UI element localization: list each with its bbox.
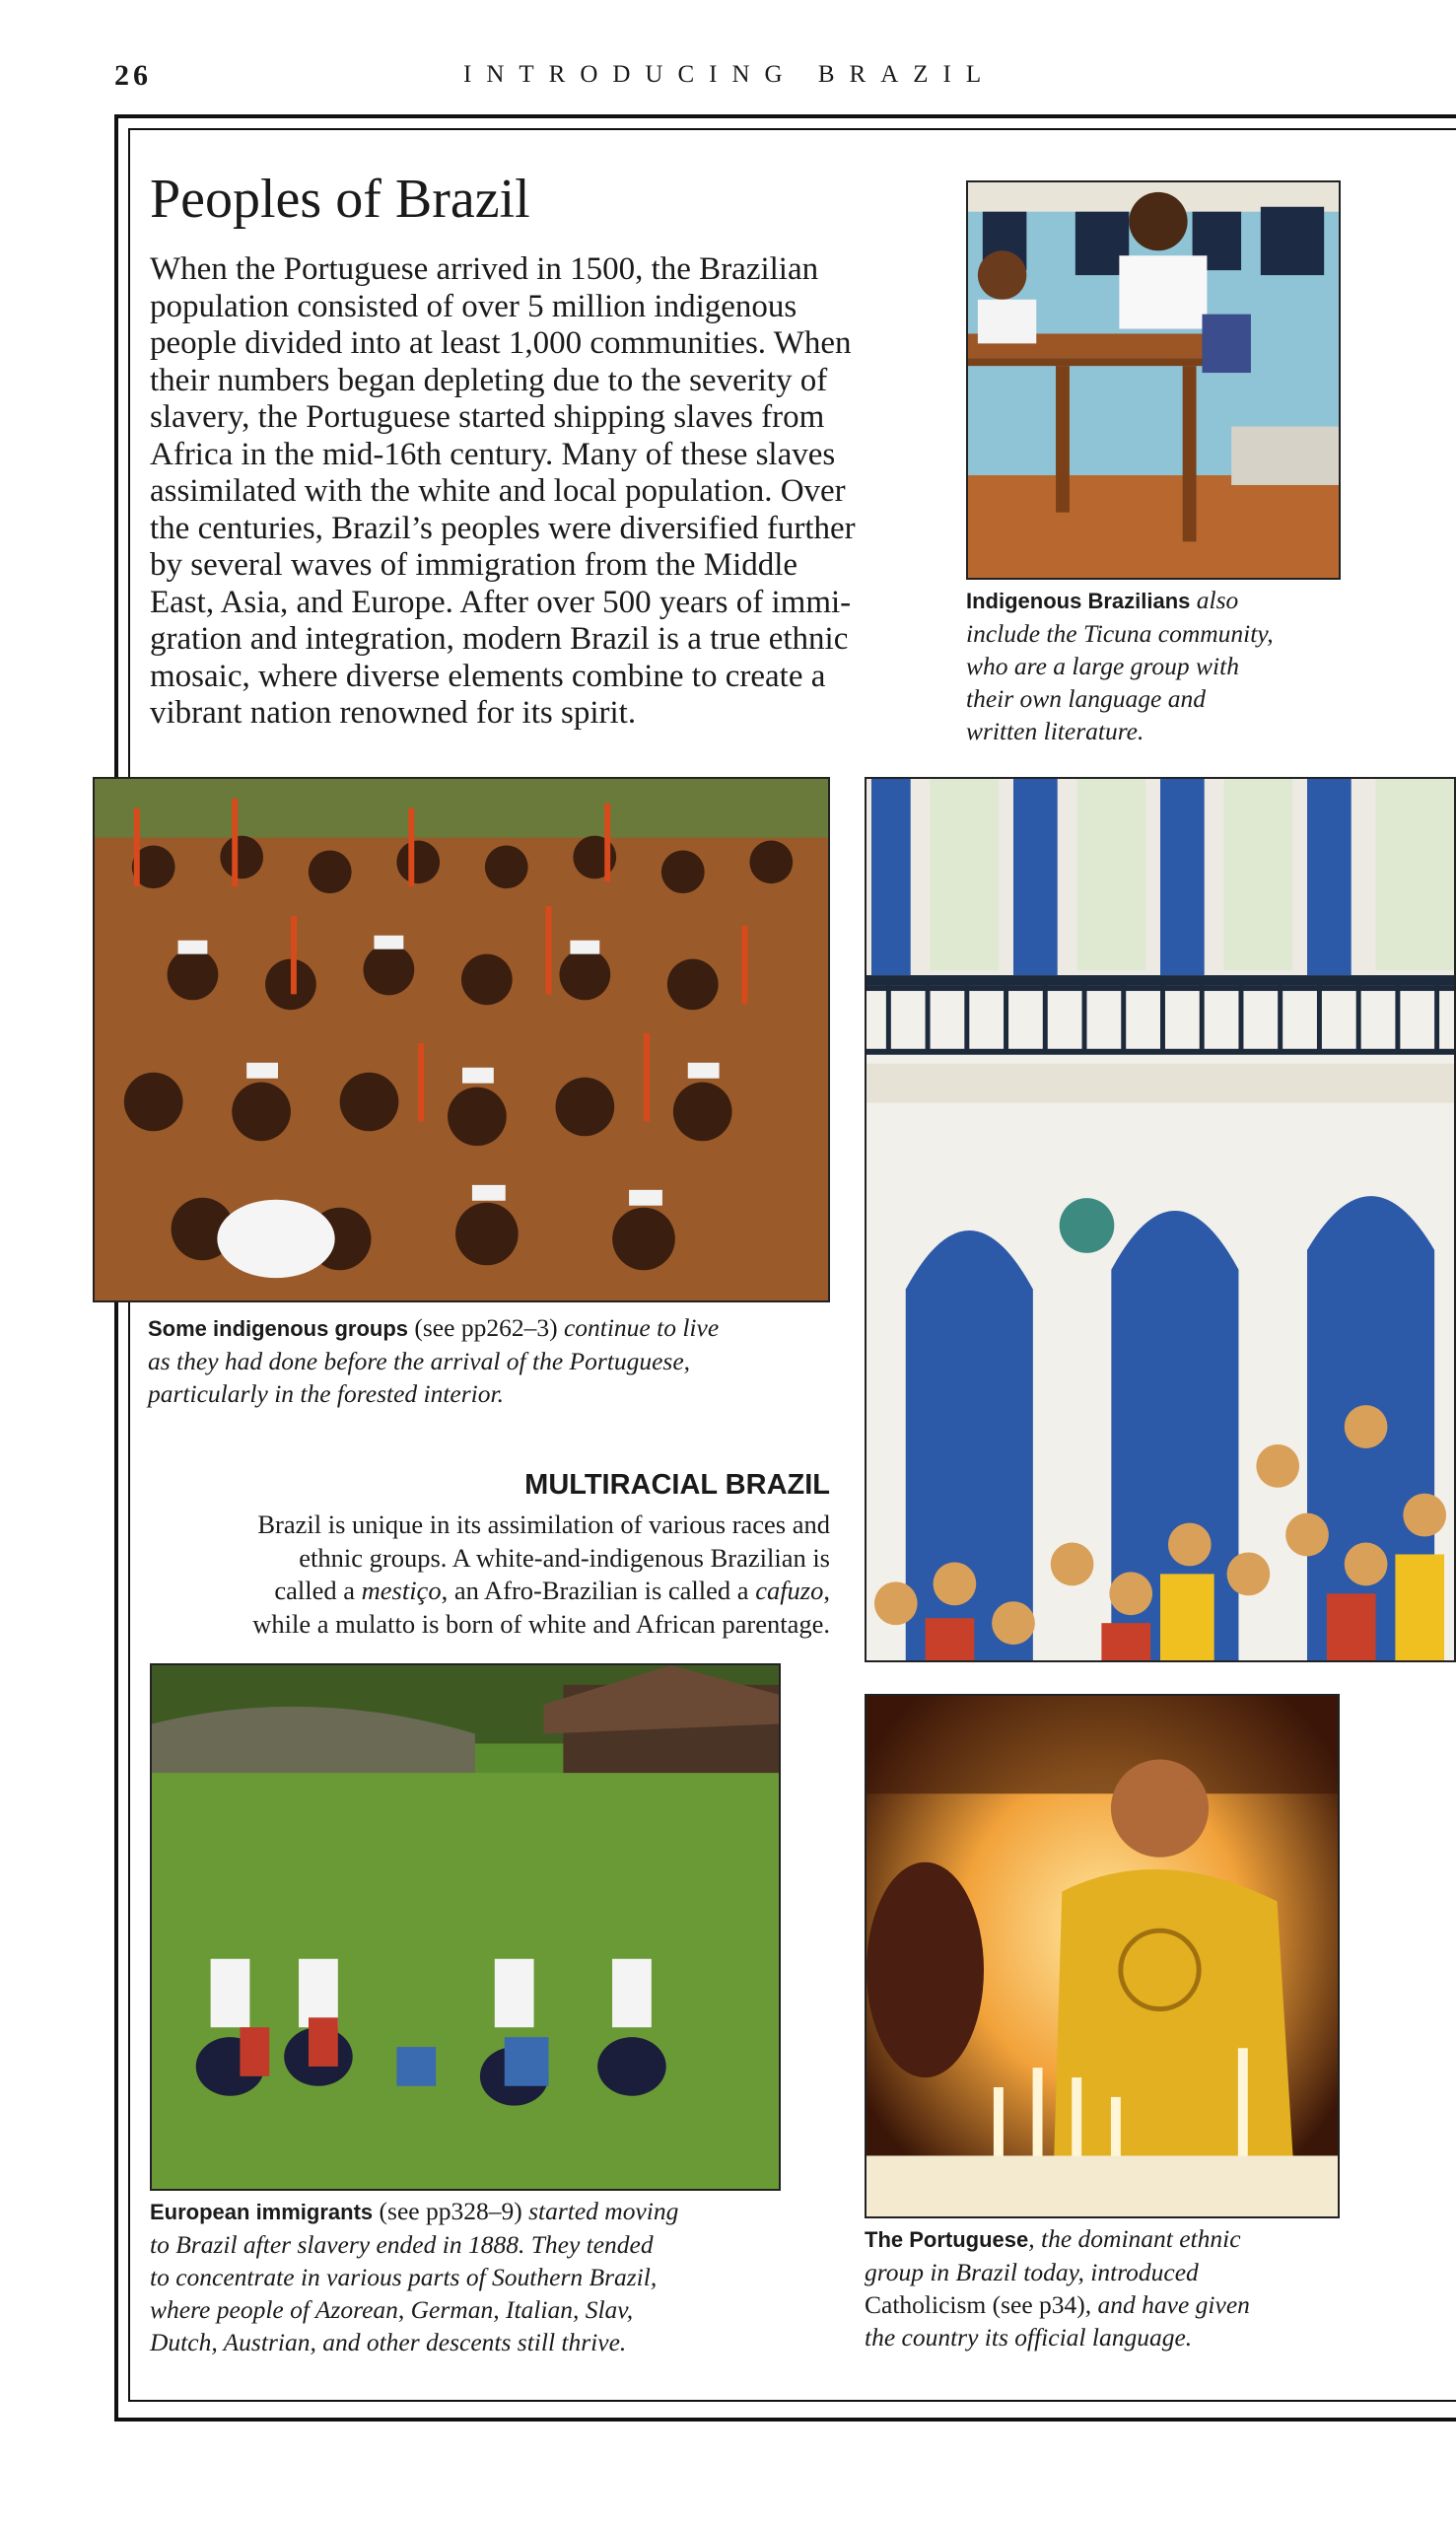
caption-portuguese — [865, 2222, 1417, 2353]
caption-line: continue to live — [563, 1313, 720, 1342]
caption-line: as they had done before the arrival of the Portuguese, — [148, 1347, 691, 1375]
caption-line: , the dominant ethnic — [1028, 2224, 1241, 2253]
caption-line: their own language and — [966, 684, 1206, 713]
photo-portuguese-candles — [865, 1694, 1340, 2218]
intro-line: their numbers began depleting due to the severity of — [150, 362, 828, 398]
photo-european-dancers — [150, 1663, 781, 2191]
caption-line: to Brazil after slavery ended in 1888. They tended — [150, 2230, 654, 2259]
multiracial-line: ethnic groups. A white-and-indigenous Brazilian is — [299, 1542, 830, 1573]
term-mestico: mestiço — [361, 1576, 442, 1605]
multiracial-heading: MULTIRACIAL BRAZIL — [524, 1469, 830, 1501]
multiracial-paragraph — [148, 1509, 830, 1641]
multiracial-line: called a — [274, 1576, 362, 1605]
intro-line: by several waves of immigration from the Middle — [150, 547, 798, 583]
caption-page-ref: (see pp328–9) — [373, 2197, 529, 2225]
caption-line: who are a large group with — [966, 652, 1239, 680]
caption-page-ref: (see pp262–3) — [408, 1313, 564, 1342]
caption-lead: European immigrants — [150, 2200, 374, 2224]
intro-line: When the Portuguese arrived in 1500, the Brazilian — [150, 251, 819, 287]
multiracial-line: while a mulatto is born of white and African parentage. — [252, 1608, 830, 1639]
photo-indigenous-crowd — [93, 777, 830, 1302]
intro-line: Africa in the mid-16th century. Many of these slaves — [150, 436, 836, 472]
intro-line: gration and integration, modern Brazil is a true ethnic — [150, 621, 849, 657]
caption-lead: The Portuguese — [865, 2227, 1029, 2252]
term-cafuzo: cafuzo — [755, 1576, 824, 1605]
photo-colonial-street — [865, 777, 1456, 1662]
photo-ticuna-classroom — [966, 180, 1341, 580]
multiracial-line: , — [823, 1576, 830, 1605]
caption-indigenous-brazilians — [966, 584, 1380, 747]
intro-line: mosaic, where diverse elements combine to create a — [150, 658, 826, 694]
caption-line: written literature. — [966, 717, 1144, 745]
caption-line: , and have given — [1084, 2290, 1250, 2319]
multiracial-line: , an Afro-Brazilian is called a — [441, 1576, 756, 1605]
caption-line: where people of Azorean, German, Italian, Slav, — [150, 2295, 634, 2324]
caption-line: started moving — [528, 2197, 679, 2225]
intro-line: slavery, the Portuguese started shipping slaves from — [150, 399, 825, 435]
caption-line: also — [1190, 586, 1239, 614]
caption-page-ref: (see p34) — [986, 2290, 1085, 2319]
intro-line: East, Asia, and Europe. After over 500 years of immi- — [150, 584, 852, 620]
caption-line: the country its official language. — [865, 2323, 1193, 2352]
caption-indigenous-groups — [148, 1311, 858, 1410]
intro-line: vibrant nation renowned for its spirit. — [150, 695, 637, 731]
intro-line: assimilated with the white and local population. Over — [150, 473, 846, 509]
page-title: Peoples of Brazil — [150, 169, 530, 230]
intro-paragraph — [150, 251, 938, 733]
caption-lead: Some indigenous groups — [148, 1316, 409, 1341]
page-number: 26 — [114, 59, 152, 92]
caption-line: to concentrate in various parts of Southern Brazil, — [150, 2263, 658, 2291]
running-header: INTRODUCING BRAZIL — [463, 61, 997, 88]
intro-line: the centuries, Brazil’s peoples were diversified further — [150, 510, 856, 546]
intro-line: people divided into at least 1,000 communities. When — [150, 325, 852, 361]
caption-lead: Indigenous Brazilians — [966, 589, 1191, 613]
multiracial-line: Brazil is unique in its assimilation of various races and — [257, 1509, 830, 1539]
caption-line: Catholicism — [865, 2290, 987, 2319]
intro-line: population consisted of over 5 million indigenous — [150, 288, 797, 324]
caption-line: particularly in the forested interior. — [148, 1379, 504, 1408]
caption-line: group in Brazil today, introduced — [865, 2258, 1199, 2286]
caption-line: Dutch, Austrian, and other descents still thrive. — [150, 2328, 627, 2356]
caption-european-immigrants — [150, 2195, 830, 2358]
caption-line: include the Ticuna community, — [966, 619, 1274, 648]
